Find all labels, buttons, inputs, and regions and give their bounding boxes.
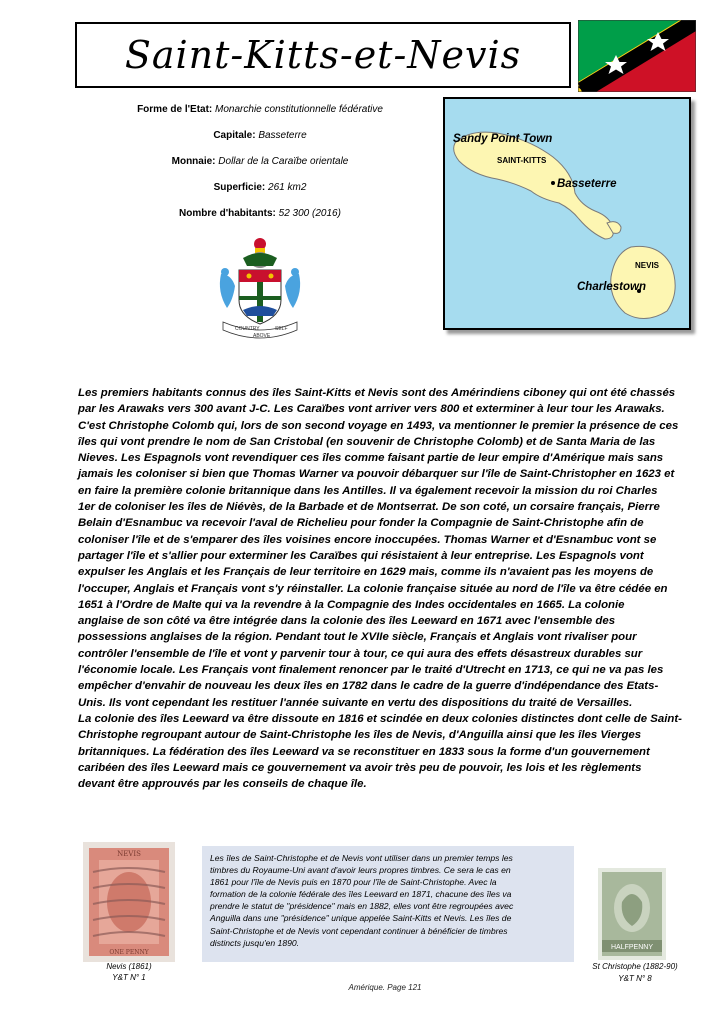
- fact-row: Forme de l'Etat: Monarchie constitutionnelle fédérative: [137, 104, 383, 115]
- coat-of-arms-image: [213, 234, 307, 342]
- map-label-saint-kitts: SAINT-KITTS: [497, 156, 547, 165]
- stamp-st-christophe-ref: Y&T N° 8: [618, 974, 652, 983]
- motto-text: SELF: [275, 326, 288, 332]
- map-label-sandy-point: Sandy Point Town: [453, 133, 553, 145]
- stamp-value-label: HALFPENNY: [610, 944, 654, 951]
- stamp-st-christophe-caption: St Christophe (1882-90): [592, 962, 678, 971]
- fact-row: Superficie: 261 km2: [213, 182, 307, 193]
- history-text: Les premiers habitants connus des îles Saint-Kitts et Nevis sont des Amérindiens ciboney qui ont été chassés par les Arawaks vers 300 avant J-C. Les Caraïbes vont arriver vers 800 et exterminer à leur tour les Arawaks. C'est Christophe Colomb qui, lors de son second voyage en 1493, va mentionner le premier la présence de ces îles qui vont prendre le nom de San Cristobal (en souvenir de Christophe Colomb) et de Santa Maria de las Nieves. Les Espagnols vont revendiquer ces îles comme faisant partie de leur empire d'Amérique mais sans jamais les coloniser si bien que Thomas Warner va pouvoir débarquer sur l'île de Saint-Christopher en 1623 et en faire la première colonie britannique dans les Antilles. Il va également recevoir la mission du roi Charles 1er de coloniser les îles de Niévès, de la Barbade et de Montserrat. De son coté, un corsaire français, Pierre Belain d'Esnambuc va recevoir l'aval de Richelieu pour fonder la Compagnie de Saint-Christophe afin de coloniser l'île et de s'emparer des îles voisines encore inoccupées. Thomas Warner et d'Esnambuc vont se partager l'île et s'allier pour exterminer les Caraïbes qui résistaient à leur entreprise. Les Espagnols vont expulser les Anglais et les Français de leur territoire en 1629 mais, comme ils n'avaient pas les moyens de l'occuper, Anglais et Français vont s'y réinstaller. La colonie française située au nord de l'île va être cédée en 1651 à l'Ordre de Malte qui va la revendre à la Compagnie des Indes occidentales en 1665. La colonie anglaise de son côté va être intégrée dans la colonie des îles Leeward en 1671 avec l'ensemble des possessions anglaises de la région. Pendant tout le XVIIe siècle, Français et Anglais vont rivaliser pour contrôler l'ensemble de l'île et vont y parvenir tour à tour, ce qui aura des effets désastreux durables sur l'économie locale. Les Français vont finalement renoncer par le traité d'Utrecht en 1713, ce qui ne va pas les empêcher d'envahir de nouveau les deux îles en 1782 dans le cadre de la guerre d'indépendance des Etats- Unis. Ils vont cependant les restituer l'année suivante en vertu des dispositions du traité de Versailles. La colonie des îles Leeward va être dissoute en 1816 et scindée en deux colonies distinctes dont celle de Saint- Christophe regroupant autour de Saint-Christophe les îles de Nevis, d'Anguilla ainsi que les îles Vierges britanniques. La fédération des îles Leeward va se reconstituer en 1833 sous la forme d'un gouvernement caribéen des îles Leeward mais ce gouvernement va avoir très peu de pouvoir, les lois et les règlements devant être approuvés par les conseils de chaque île.: [78, 387, 682, 791]
- flag-image: [578, 20, 696, 92]
- fact-row: Nombre d'habitants: 52 300 (2016): [179, 208, 341, 219]
- svg-text:ONE PENNY: ONE PENNY: [109, 949, 149, 956]
- stamp-nevis-image: [83, 842, 175, 962]
- map-label-charlestown: Charlestown: [577, 281, 647, 293]
- map: [443, 97, 691, 330]
- motto-text: COUNTRY: [235, 326, 260, 332]
- page-footer: Amérique. Page 121: [348, 983, 422, 992]
- fact-row: Monnaie: Dollar de la Caraïbe orientale: [171, 156, 349, 167]
- map-label-nevis: NEVIS: [635, 261, 660, 270]
- svg-text:NEVIS: NEVIS: [117, 850, 141, 858]
- stamp-st-christophe-image: [598, 868, 666, 960]
- stamp-nevis-caption: Nevis (1861): [106, 962, 152, 971]
- stamp-note-box: Les îles de Saint-Christophe et de Nevis vont utiliser dans un premier temps les timbres du Royaume-Uni avant d'avoir leurs propres timbres. Ce sera le cas en 1861 pour l'île de Nevis puis en 1870 pour l'île de Saint-Christophe. Avec la formation de la colonie fédérale des îles Leeward en 1871, chacune des îles va prendre le statut de "présidence" mais en 1882, elles vont être regroupées avec Anguilla dans une "présidence" unique appelée Saint-Kitts et Nevis. Les îles de Saint-Christophe et de Nevis vont cependant continuer à bénéficier de timbres distincts jusqu'en 1890.: [202, 846, 574, 962]
- stamp-nevis-ref: Y&T N° 1: [112, 973, 146, 982]
- title-box: [75, 22, 571, 88]
- motto-text: ABOVE: [253, 333, 271, 339]
- page-title: Saint-Kitts-et-Nevis: [124, 33, 522, 77]
- fact-row: Capitale: Basseterre: [213, 130, 307, 141]
- map-label-basseterre: Basseterre: [557, 178, 617, 190]
- fact-list: [110, 103, 410, 233]
